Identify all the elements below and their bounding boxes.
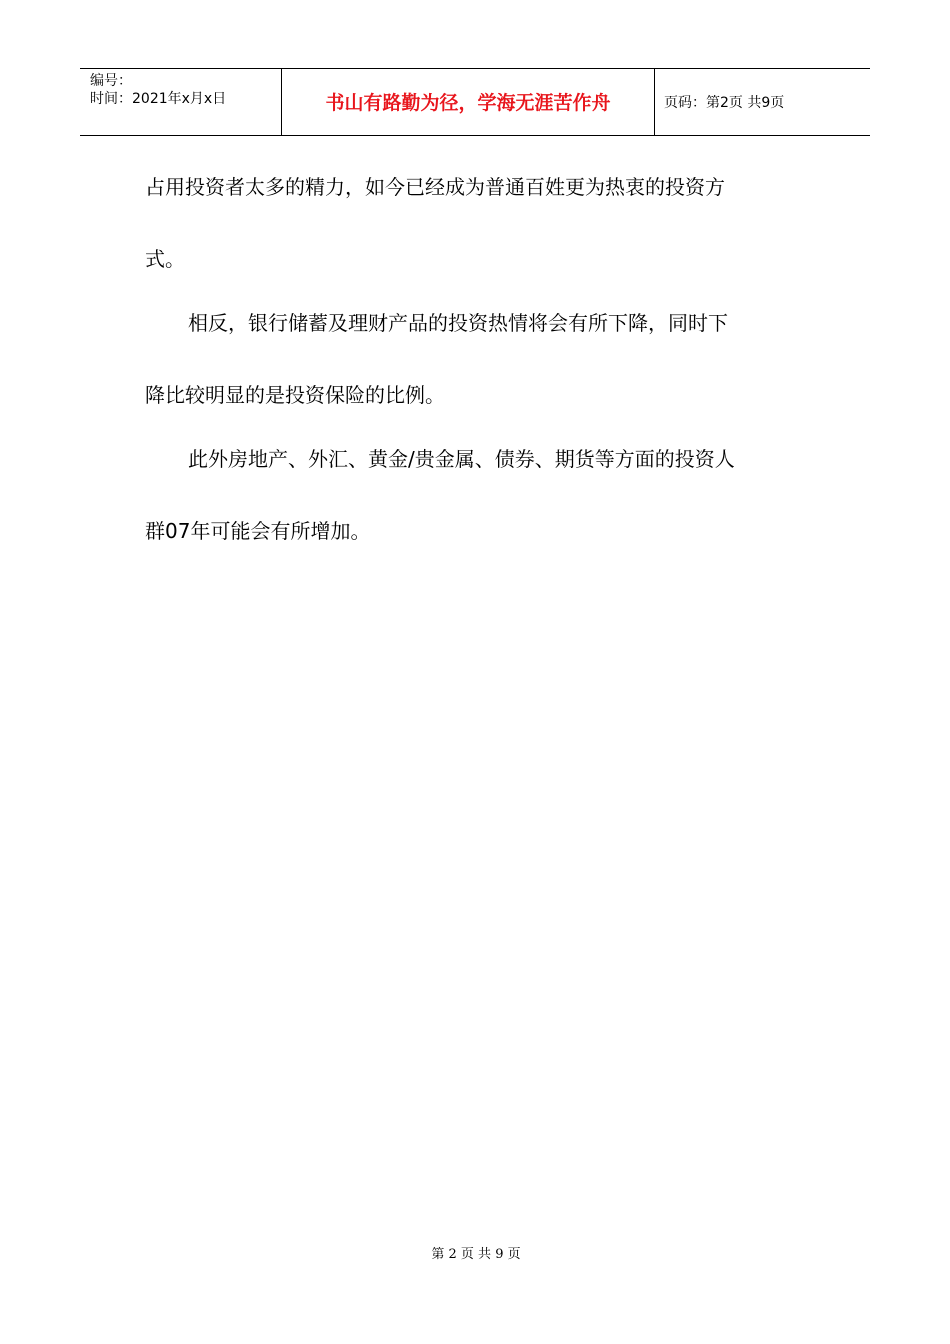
header-page-cell [655,69,870,135]
footer-page-number: 第 2 页 共 9 页 [431,1247,521,1262]
paragraph-line: 降比较明显的是投资保险的比例。 [145,383,445,407]
header-page-number: 页码：第2页 共9页 [664,95,785,111]
paragraph-line: 占用投资者太多的精力，如今已经成为普通百姓更为热衷的投资方 [145,175,725,199]
paragraph-line: 式。 [145,247,185,271]
header-motto-cell [281,69,655,135]
date-line: 时间：2021年x月x日 [90,91,227,107]
paragraph-line: 此外房地产、外汇、黄金/贵金属、债券、期货等方面的投资人 [188,447,735,471]
paragraph-line: 相反，银行储蓄及理财产品的投资热情将会有所下降，同时下 [188,311,728,335]
header-meta-cell [80,69,281,135]
motto-text: 书山有路勤为径，学海无涯苦作舟 [325,92,611,114]
paragraph-line: 群07年可能会有所增加。 [145,519,371,543]
document-header [80,68,870,136]
serial-number-label: 编号： [90,73,132,89]
